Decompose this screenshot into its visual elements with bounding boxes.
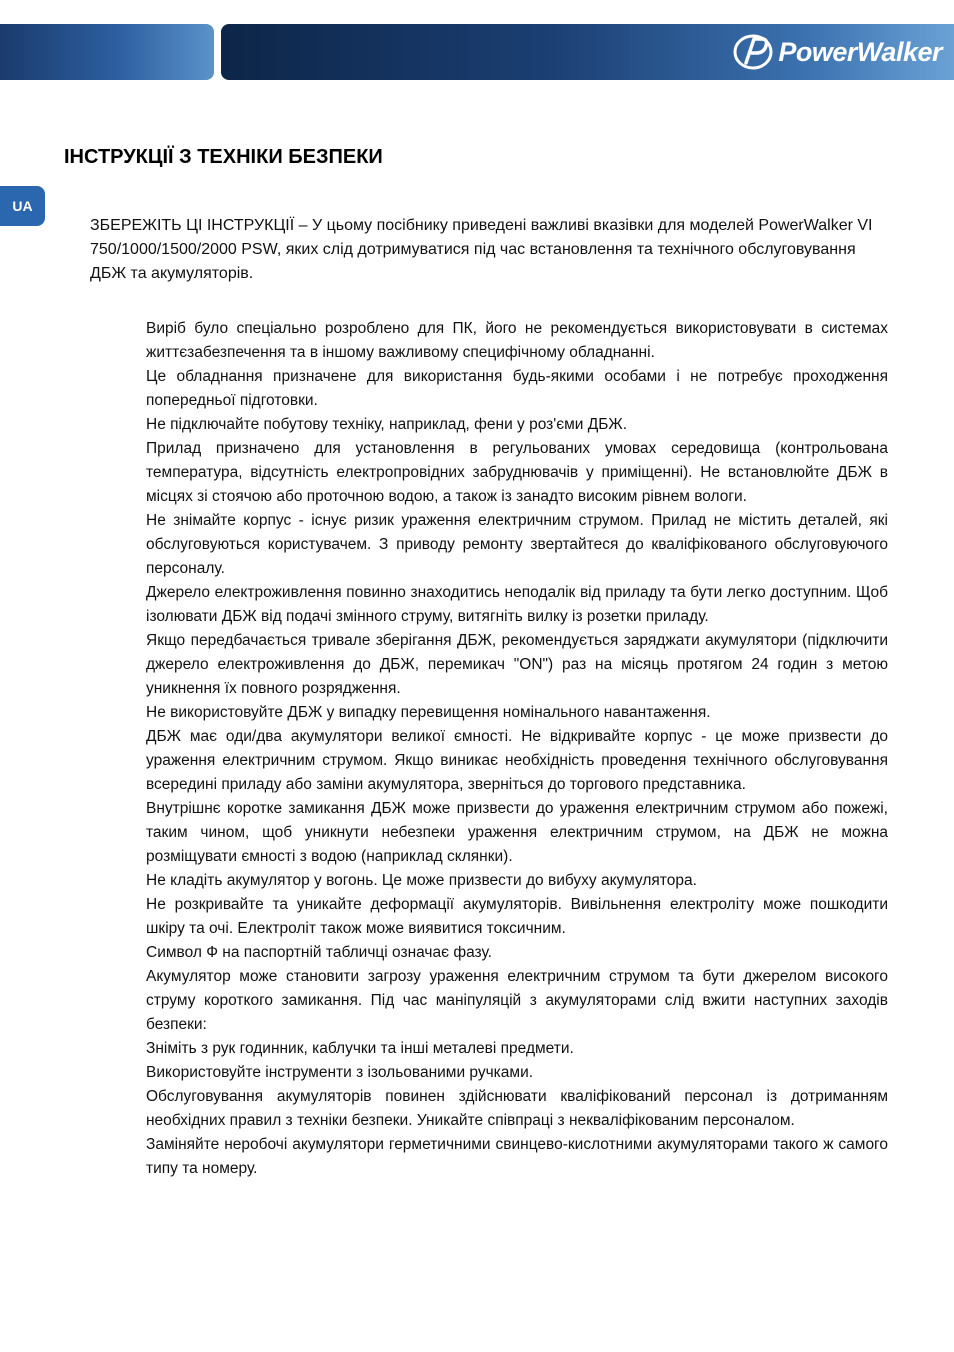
instruction-item: Акумулятор може становити загрозу ураження електричним струмом та бути джерелом високого струму короткого замикання. Під час маніпуляцій з акумуляторами слід вжити наступних заходів безпеки: bbox=[146, 968, 888, 1033]
header-bar-left bbox=[0, 24, 214, 80]
instruction-item: Символ Ф на паспортній табличці означає фазу. bbox=[146, 944, 492, 961]
instruction-item: Прилад призначено для установлення в регульованих умовах середовища (контрольована температура, відсутність електропровідних забруднювачів у приміщенні). Не встановлюйте ДБЖ в місцях зі стоячою або проточною водою, а також із занадто високим рівнем вологи. bbox=[146, 440, 888, 505]
instruction-item: Заміняйте неробочі акумулятори герметичними свинцево-кислотними акумуляторами такого ж самого типу та номеру. bbox=[146, 1136, 888, 1177]
instruction-item: Зніміть з рук годинник, каблучки та інші металеві предмети. bbox=[146, 1040, 574, 1057]
power-symbol-icon bbox=[732, 33, 774, 71]
instruction-item: Не кладіть акумулятор у вогонь. Це може призвести до вибуху акумулятора. bbox=[146, 872, 697, 889]
instruction-item: Джерело електроживлення повинно знаходитись неподалік від приладу та бути легко доступним. Щоб ізолювати ДБЖ від подачі змінного струму, витягніть вилку із розетки приладу. bbox=[146, 584, 888, 625]
page-title: ІНСТРУКЦІЇ З ТЕХНІКИ БЕЗПЕКИ bbox=[64, 146, 383, 168]
instruction-item: Не розкривайте та уникайте деформації акумуляторів. Вивільнення електроліту може пошкодити шкіру та очі. Електроліт також може виявитися токсичним. bbox=[146, 896, 888, 937]
instruction-item: Використовуйте інструменти з ізольованими ручками. bbox=[146, 1064, 534, 1081]
instruction-item: ДБЖ має оди/два акумулятори великої ємності. Не відкривайте корпус - це може призвести до ураження електричним струмом. Якщо виникає необхідність проведення технічного обслуговування всередині приладу або заміни акумулятора, зверніться до торгового представника. bbox=[146, 728, 888, 793]
instruction-item: Внутрішнє коротке замикання ДБЖ може призвести до ураження електричним струмом або пожежі, таким чином, щоб уникнути небезпеки ураження електричним струмом, на ДБЖ не можна розміщувати ємності з водою (наприклад склянки). bbox=[146, 800, 888, 865]
intro-paragraph: ЗБЕРЕЖІТЬ ЦІ ІНСТРУКЦІЇ – У цьому посібнику приведені важливі вказівки для моделей PowerWalker VI 750/1000/1500/2000 PSW, яких слід дотримуватися під час встановлення та технічного обслуговування ДБЖ та акумуляторів. bbox=[90, 217, 873, 282]
instruction-item: Не підключайте побутову техніку, наприклад, фени у роз'єми ДБЖ. bbox=[146, 416, 628, 433]
instruction-item: Не знімайте корпус - існує ризик ураження електричним струмом. Прилад не містить деталей, які обслуговуються користувачем. З приводу ремонту звертайтеся до кваліфікованого обслуговуючого персоналу. bbox=[146, 512, 888, 577]
powerwalker-logo bbox=[732, 32, 942, 72]
instruction-item: Виріб було спеціально розроблено для ПК, його не рекомендується використовувати в системах життєзабезпечення та в іншому важливому специфічному обладнанні. bbox=[146, 320, 888, 361]
language-tab: UA bbox=[0, 186, 45, 226]
instruction-item: Не використовуйте ДБЖ у випадку перевищення номінального навантаження. bbox=[146, 704, 711, 721]
instruction-item: Якщо передбачається тривале зберігання ДБЖ, рекомендується заряджати акумулятори (підключити джерело електроживлення до ДБЖ, перемикач "ON") раз на місяць протягом 24 годин з метою уникнення їх повного розрядження. bbox=[146, 632, 888, 697]
instruction-item: Обслуговування акумуляторів повинен здійснювати кваліфікований персонал із дотриманням необхідних правил з техніки безпеки. Уникайте співпраці з некваліфікованим персоналом. bbox=[146, 1088, 888, 1129]
brand-name: PowerWalker bbox=[778, 36, 942, 67]
instruction-item: Це обладнання призначене для використання будь-якими особами і не потребує проходження попередньої підготовки. bbox=[146, 368, 888, 409]
safety-instructions-list bbox=[146, 317, 888, 1181]
